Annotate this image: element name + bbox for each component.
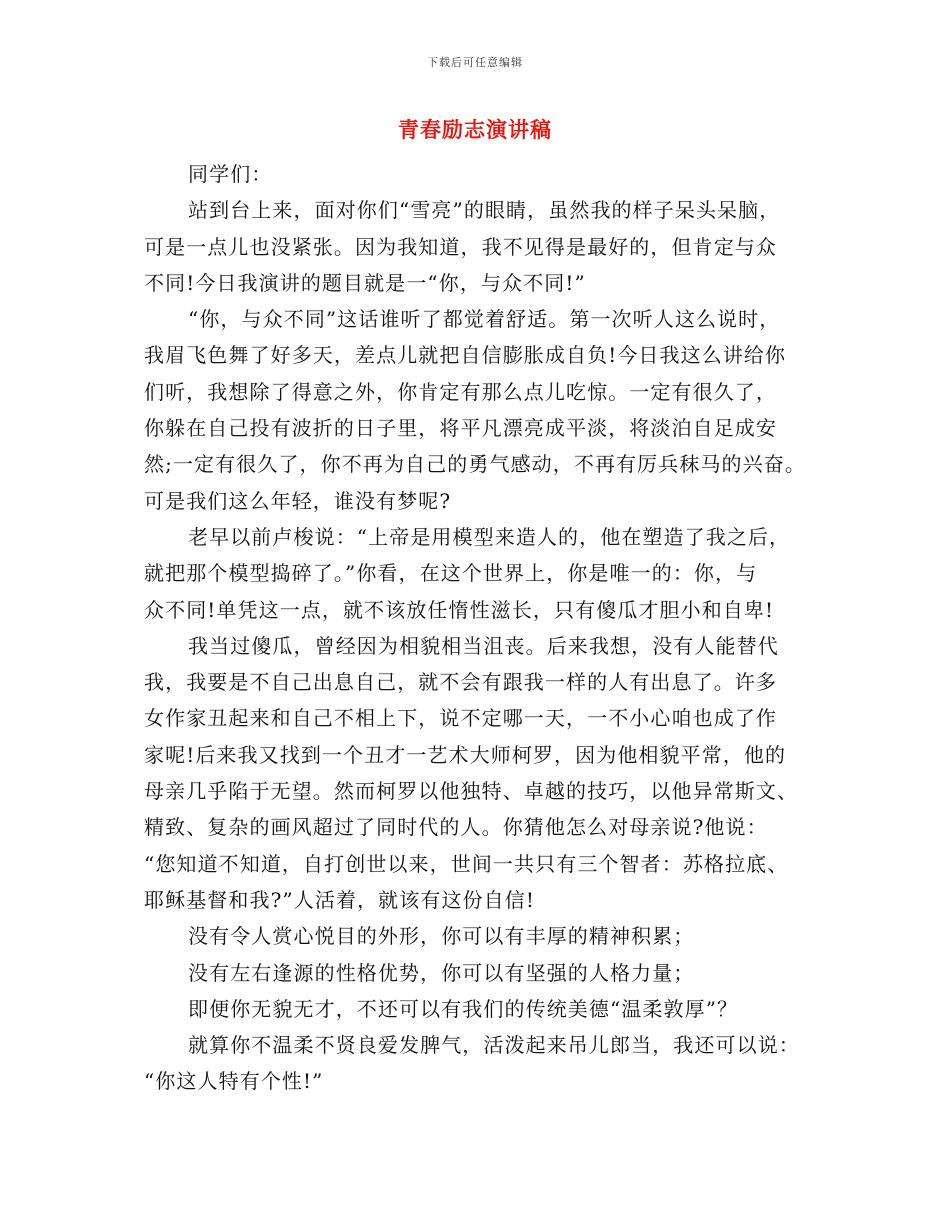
text-line: 然;一定有很久了，你不再为自己的勇气感动，不再有厉兵秣马的兴奋。 (144, 452, 806, 477)
text-line: 就算你不温柔不贤良爱发脾气，活泼起来吊儿郎当，我还可以说： (188, 1033, 800, 1058)
text-line: 众不同!单凭这一点，就不该放任惰性滋长，只有傻瓜才胆小和自卑! (144, 597, 775, 622)
text-line: 们听，我想除了得意之外，你肯定有那么点儿吃惊。一定有很久了， (144, 379, 777, 404)
text-line: 可是我们这么年轻，谁没有梦呢? (144, 488, 452, 513)
text-line: 没有令人赏心悦目的外形，你可以有丰厚的精神积累； (188, 924, 695, 949)
speech-body (144, 156, 814, 1100)
text-line: 母亲几乎陷于无望。然而柯罗以他独特、卓越的技巧，以他异常斯文、 (144, 779, 799, 804)
text-line: “你，与众不同”这话谁听了都觉着舒适。第一次听人这么说时， (188, 307, 781, 332)
text-line: 你躲在自己投有波折的日子里，将平凡漂亮成平淡，将淡泊自足成安 (144, 416, 777, 441)
header-note: 下载后可任意编辑 (427, 56, 523, 69)
text-line: 可是一点儿也没紧张。因为我知道，我不见得是最好的，但肯定与众 (144, 234, 777, 259)
text-line: 没有左右逢源的性格优势，你可以有坚强的人格力量； (188, 960, 695, 985)
text-line: 就把那个模型捣碎了。”你看，在这个世界上，你是唯一的：你，与 (144, 561, 758, 586)
text-line: 我，我要是不自己出息自己，就不会有跟我一样的人有出息了。许多 (144, 670, 777, 695)
document-title: 青春励志演讲稿 (398, 118, 552, 142)
text-line: 精致、复杂的画风超过了同时代的人。你猜他怎么对母亲说?他说： (144, 815, 768, 840)
text-line: 同学们： (188, 162, 273, 186)
text-line: 耶稣基督和我?”人活着，就该有这份自信! (144, 887, 535, 912)
text-line: 女作家丑起来和自己不相上下，说不定哪一天，一不小心咱也成了作 (144, 706, 777, 731)
text-line: 我眉飞色舞了好多天，差点儿就把自信膨胀成自负!今日我这么讲给你 (144, 343, 787, 368)
text-line: 站到台上来，面对你们“雪亮”的眼睛，虽然我的样子呆头呆脑， (188, 198, 781, 223)
text-line: 不同!今日我演讲的题目就是一“你，与众不同!” (144, 270, 586, 295)
text-line: “你这人特有个性!” (144, 1069, 324, 1094)
text-line: “您知道不知道，自打创世以来，世间一共只有三个智者：苏格拉底、 (144, 851, 789, 876)
text-line: 即便你无貌无才，不还可以有我们的传统美德“温柔敦厚”？ (188, 996, 739, 1021)
text-line: 我当过傻瓜，曾经因为相貌相当沮丧。后来我想，没有人能替代 (188, 633, 779, 658)
text-line: 老早以前卢梭说：“上帝是用模型来造人的，他在塑造了我之后， (188, 524, 791, 549)
text-line: 家呢!后来我又找到一个丑才一艺术大师柯罗，因为他相貌平常，他的 (144, 742, 787, 767)
